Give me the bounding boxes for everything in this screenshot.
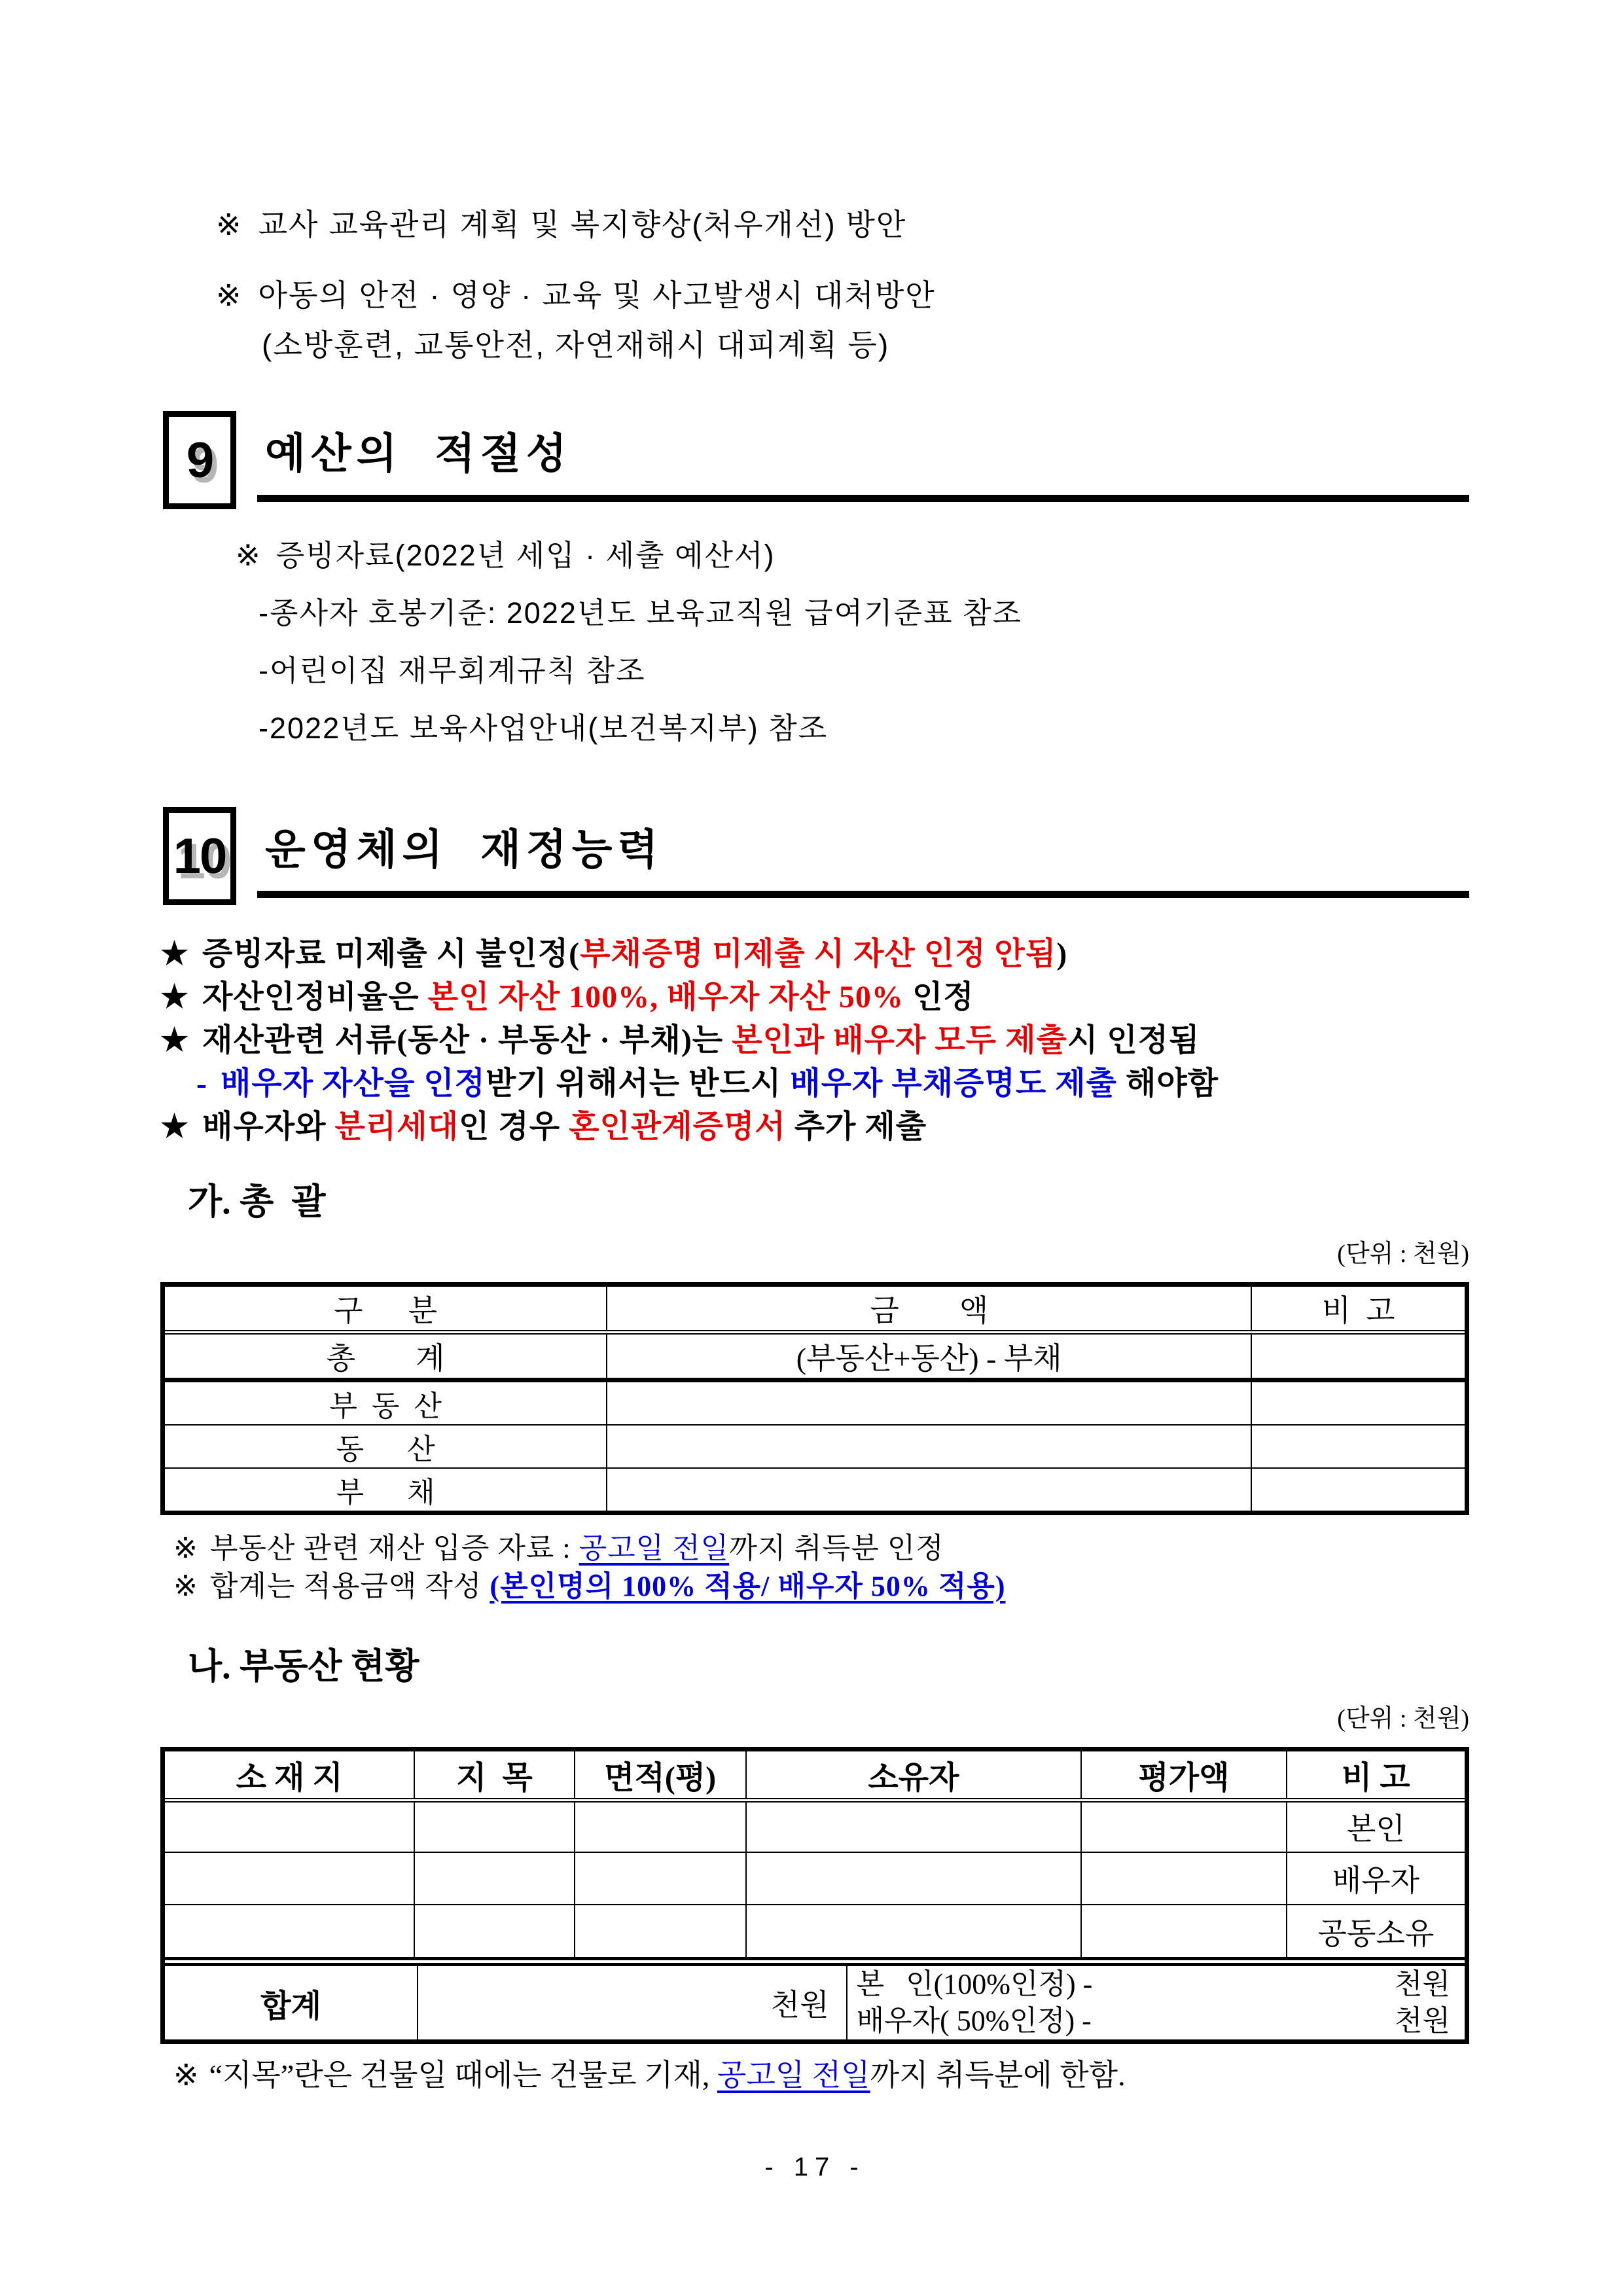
- realestate-header-category: 지 목: [414, 1751, 574, 1800]
- intro-note-2-continuation: (소방훈련, 교통안전, 자연재해시 대피계획 등): [262, 328, 890, 362]
- section10-underline: [257, 891, 1469, 898]
- realestate-table-border: [160, 1747, 1469, 2044]
- cell-remarks: 공동소유: [1317, 1916, 1435, 1950]
- overview-row-label: 동 산: [165, 1425, 607, 1468]
- overview-note-2: [173, 1568, 1469, 1605]
- intro-note-1-text: 교사 교육관리 계획 및 복지향상(처우개선) 방안: [258, 207, 907, 242]
- realestate-title: 나. 부동산 현황: [188, 1647, 419, 1686]
- overview-note-2-text: 합계는 적용금액 작성 (본인명의 100% 적용/ 배우자 50% 적용): [209, 1570, 1006, 1602]
- reference-mark-icon: ※: [173, 2058, 199, 2092]
- cell-value: [1081, 1852, 1287, 1905]
- section9-number-box: [163, 411, 236, 509]
- section9-item: -종사자 호봉기준: 2022년도 보육교직원 급여기준표 참조: [259, 596, 1022, 630]
- section9-item: -2022년도 보육사업안내(보건복지부) 참조: [259, 711, 829, 745]
- overview-row-remarks: [1251, 1468, 1465, 1511]
- section10-number: 10: [173, 828, 226, 884]
- realestate-table: [165, 1751, 1465, 1957]
- overview-unit-label: (단위 : 천원): [1337, 1240, 1469, 1268]
- realestate-unit-label: (단위 : 천원): [1337, 1705, 1469, 1732]
- realestate-footnote-text: “지목”란은 건물일 때에는 건물로 기재, 공고일 전일까지 취득분에 한함.: [209, 2058, 1126, 2092]
- overview-note-1-text: 부동산 관련 재산 입증 자료 : 공고일 전일까지 취득분 인정: [209, 1532, 944, 1564]
- intro-note-1: [216, 208, 1469, 241]
- star-note-1-text: 증빙자료 미제출 시 불인정(부채증명 미제출 시 자산 인정 안됨): [202, 937, 1068, 971]
- star-icon: ★: [160, 937, 190, 971]
- overview-row-movables: [165, 1425, 1465, 1468]
- realestate-row-self: [165, 1800, 1465, 1852]
- overview-header-category: 구 분: [165, 1287, 607, 1333]
- cell-value: [1081, 1800, 1287, 1852]
- total-spouse-label: 배우자( 50%인정) -: [856, 2005, 1092, 2037]
- star-note-2-text: 자산인정비율은 본인 자산 100%, 배우자 자산 50% 인정: [202, 980, 974, 1014]
- cell-remarks: 배우자: [1287, 1852, 1465, 1905]
- realestate-header-location: 소 재 지: [165, 1751, 414, 1800]
- section9-number: 9: [186, 432, 213, 488]
- star-note-4: [160, 1105, 1469, 1149]
- star-note-2: [160, 976, 1469, 1019]
- cell-area: [575, 1905, 746, 1957]
- cell-owner: [746, 1852, 1081, 1905]
- realestate-header-owner: 소유자: [746, 1751, 1081, 1800]
- realestate-header-area: 면적(평): [575, 1751, 746, 1800]
- cell-location: [165, 1852, 414, 1905]
- star-note-sub-text: 배우자 자산을 인정받기 위해서는 반드시 배우자 부채증명도 제출 해야함: [220, 1066, 1219, 1101]
- cell-owner: [746, 1800, 1081, 1852]
- cell-value: [1081, 1905, 1287, 1957]
- cell-remarks: 본인: [1287, 1800, 1465, 1852]
- realestate-row-spouse: [165, 1852, 1465, 1905]
- realestate-footnote: [173, 2057, 1469, 2094]
- star-icon: ★: [160, 980, 190, 1014]
- section9-underline: [257, 495, 1469, 502]
- reference-mark-icon: ※: [236, 539, 262, 572]
- overview-header-row: [165, 1287, 1465, 1333]
- overview-row-remarks: [1251, 1425, 1465, 1468]
- overview-header-remarks: 비 고: [1251, 1287, 1465, 1333]
- total-spouse-unit: 천원: [1394, 2005, 1450, 2037]
- total-self-unit: 천원: [1394, 1968, 1450, 2000]
- overview-table-border: [160, 1282, 1469, 1515]
- realestate-row-joint: [165, 1905, 1465, 1957]
- overview-row-amount: [607, 1468, 1251, 1511]
- section10-number-box: [163, 807, 236, 905]
- star-note-3-text: 재산관련 서류(동산 · 부동산 · 부채)는 본인과 배우자 모두 제출시 인정됨: [202, 1023, 1200, 1058]
- intro-note-2: [216, 279, 1469, 312]
- realestate-header-remarks: 비 고: [1287, 1751, 1465, 1800]
- overview-row-amount: [607, 1425, 1251, 1468]
- overview-total-amount: (부동산+동산) - 부채: [607, 1333, 1251, 1380]
- section9-header: [160, 411, 1469, 511]
- reference-mark-icon: ※: [173, 1570, 198, 1602]
- realestate-total-label: 합계: [165, 1966, 418, 2039]
- cell-owner: [746, 1905, 1081, 1957]
- overview-total-label: 총 계: [165, 1333, 607, 1380]
- star-note-4-text: 배우자와 분리세대인 경우 혼인관계증명서 추가 제출: [202, 1109, 927, 1144]
- cell-area: [575, 1800, 746, 1852]
- realestate-header-value: 평가액: [1081, 1751, 1287, 1800]
- overview-row-realestate: [165, 1380, 1465, 1426]
- realestate-total-self-line: [857, 1966, 1450, 2003]
- overview-row-label: 부 동 산: [165, 1380, 607, 1426]
- cell-location: [165, 1905, 414, 1957]
- intro-note-2-text: 아동의 안전 · 영양 · 교육 및 사고발생시 대처방안: [258, 278, 936, 312]
- reference-mark-icon: ※: [216, 207, 243, 242]
- page-number: - 17 -: [764, 2153, 865, 2181]
- star-icon: ★: [160, 1109, 190, 1144]
- star-note-3: [160, 1019, 1469, 1062]
- star-icon: ★: [160, 1023, 190, 1058]
- cell-category: [414, 1905, 574, 1957]
- overview-table: [165, 1287, 1465, 1511]
- overview-row-remarks: [1251, 1380, 1465, 1426]
- overview-total-remarks: [1251, 1333, 1465, 1380]
- reference-mark-icon: ※: [173, 1532, 198, 1564]
- section10-header: [160, 807, 1469, 906]
- star-note-sub: [160, 1062, 1469, 1105]
- realestate-total-mid-unit: 천원: [418, 1966, 847, 2039]
- reference-mark-icon: ※: [216, 278, 243, 312]
- overview-notes: [160, 1530, 1469, 1605]
- overview-row-label: 부 채: [165, 1468, 607, 1511]
- realestate-total-spouse-line: [857, 2003, 1450, 2039]
- overview-note-1: [173, 1530, 1469, 1568]
- cell-location: [165, 1800, 414, 1852]
- section9-note: [236, 539, 1469, 572]
- section9-title: 예산의 적절성: [265, 430, 572, 477]
- overview-row-amount: [607, 1380, 1251, 1426]
- section9-note-text: 증빙자료(2022년 세입 · 세출 예산서): [276, 539, 776, 572]
- overview-row-debt: [165, 1468, 1465, 1511]
- realestate-total-breakdown: [847, 1966, 1465, 2039]
- section10-title: 운영체의 재정능력: [265, 826, 664, 873]
- section9-item: -어린이집 재무회계규칙 참조: [259, 654, 646, 687]
- overview-title: 가. 총 괄: [188, 1182, 326, 1221]
- cell-area: [575, 1852, 746, 1905]
- realestate-header-row: [165, 1751, 1465, 1800]
- overview-row-total: [165, 1333, 1465, 1380]
- cell-category: [414, 1800, 574, 1852]
- dash-icon: -: [196, 1066, 207, 1101]
- total-self-label: 본 인(100%인정) -: [856, 1968, 1093, 2000]
- star-note-1: [160, 933, 1469, 976]
- section10-star-notes: [160, 933, 1469, 1149]
- overview-header-amount: 금 액: [607, 1287, 1251, 1333]
- realestate-total-row: [165, 1957, 1465, 2039]
- cell-category: [414, 1852, 574, 1905]
